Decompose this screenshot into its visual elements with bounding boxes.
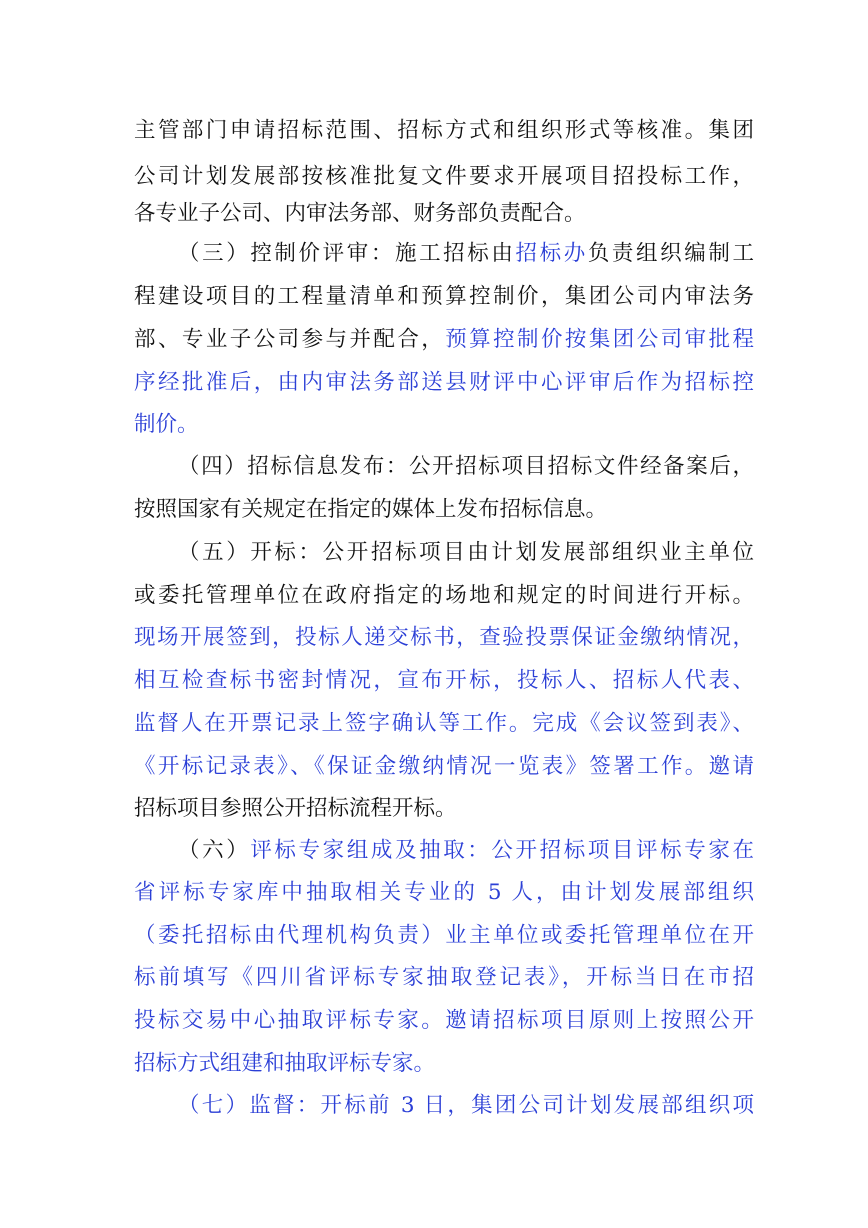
text-run-highlight: （委托招标由代理机构负责）业主单位或委托管理单位在开 — [134, 923, 754, 948]
text-run-highlight: 监督人在开票记录上签字确认等工作。完成《会议签到表》、 — [134, 711, 754, 736]
text-run: 部、专业子公司参与并配合， — [134, 327, 446, 352]
text-run-highlight: 相互检查标书密封情况，宣布开标，投标人、招标人代表、 — [134, 668, 754, 693]
text-line — [134, 1006, 754, 1036]
text-line — [134, 116, 754, 146]
text-line — [134, 199, 754, 229]
text-line — [134, 666, 754, 696]
text-run-highlight: 标前填写《四川省评标专家抽取登记表》，开标当日在市招 — [134, 965, 754, 990]
text-run: 公司计划发展部按核准批复文件要求开展项目招投标工作， — [134, 164, 754, 189]
text-run-highlight: 省评标专家库中抽取相关专业的 5 人，由计划发展部组织 — [134, 880, 754, 905]
text-run: 招标项目参照公开招标流程开标。 — [134, 796, 457, 821]
text-line — [134, 878, 754, 908]
text-line — [134, 282, 754, 312]
text-line — [178, 1091, 754, 1121]
text-run-highlight: 序经批准后，由内审法务部送县财评中心评审后作为招标控 — [134, 370, 754, 395]
text-run: 或委托管理单位在政府指定的场地和规定的时间进行开标。 — [134, 583, 754, 608]
text-run: 按照国家有关规定在指定的媒体上发布招标信息。 — [134, 497, 608, 522]
text-run: 主管部门申请招标范围、招标方式和组织形式等核准。集团 — [134, 118, 754, 143]
text-run: 各专业子公司、内审法务部、财务部负责配合。 — [134, 201, 586, 226]
text-run: 负责组织编制工 — [587, 241, 754, 266]
text-line — [134, 495, 754, 525]
text-line — [134, 752, 754, 782]
text-run-highlight: 投标交易中心抽取评标专家。邀请招标项目原则上按照公开 — [134, 1008, 754, 1033]
text-run: （三）控制价评审：施工招标由 — [178, 241, 516, 266]
text-run-highlight: 制价。 — [134, 412, 199, 437]
text-line — [178, 538, 754, 568]
text-run-highlight: 招标方式组建和抽取评标专家。 — [134, 1051, 436, 1076]
text-run: （四）招标信息发布：公开招标项目招标文件经备案后， — [178, 454, 754, 479]
text-line — [178, 452, 754, 482]
text-run-highlight: 招标办 — [515, 241, 588, 266]
text-line — [134, 963, 754, 993]
text-line — [134, 1049, 754, 1079]
text-run: 程建设项目的工程量清单和预算控制价，集团公司内审法务 — [134, 284, 754, 309]
text-run-highlight: 评标专家组成及抽取：公开招标项目评标专家在 — [250, 838, 754, 863]
text-line — [134, 623, 754, 653]
text-line — [134, 368, 754, 398]
text-line — [178, 239, 754, 269]
text-line — [134, 325, 754, 355]
text-run: （五）开标：公开招标项目由计划发展部组织业主单位 — [178, 540, 754, 565]
text-run-highlight: 《开标记录表》、《保证金缴纳情况一览表》签署工作。邀请 — [134, 754, 754, 779]
text-line — [134, 581, 754, 611]
text-run: （六） — [178, 838, 251, 863]
text-line — [134, 162, 754, 192]
text-line — [134, 410, 754, 440]
text-line — [134, 921, 754, 951]
text-line — [134, 794, 754, 824]
text-line — [178, 836, 754, 866]
text-run-highlight: 预算控制价按集团公司审批程 — [445, 327, 754, 352]
text-run-highlight: （七）监督：开标前 3 日，集团公司计划发展部组织项 — [178, 1093, 754, 1118]
text-line — [134, 709, 754, 739]
text-run-highlight: 现场开展签到，投标人递交标书，查验投票保证金缴纳情况， — [134, 625, 754, 650]
